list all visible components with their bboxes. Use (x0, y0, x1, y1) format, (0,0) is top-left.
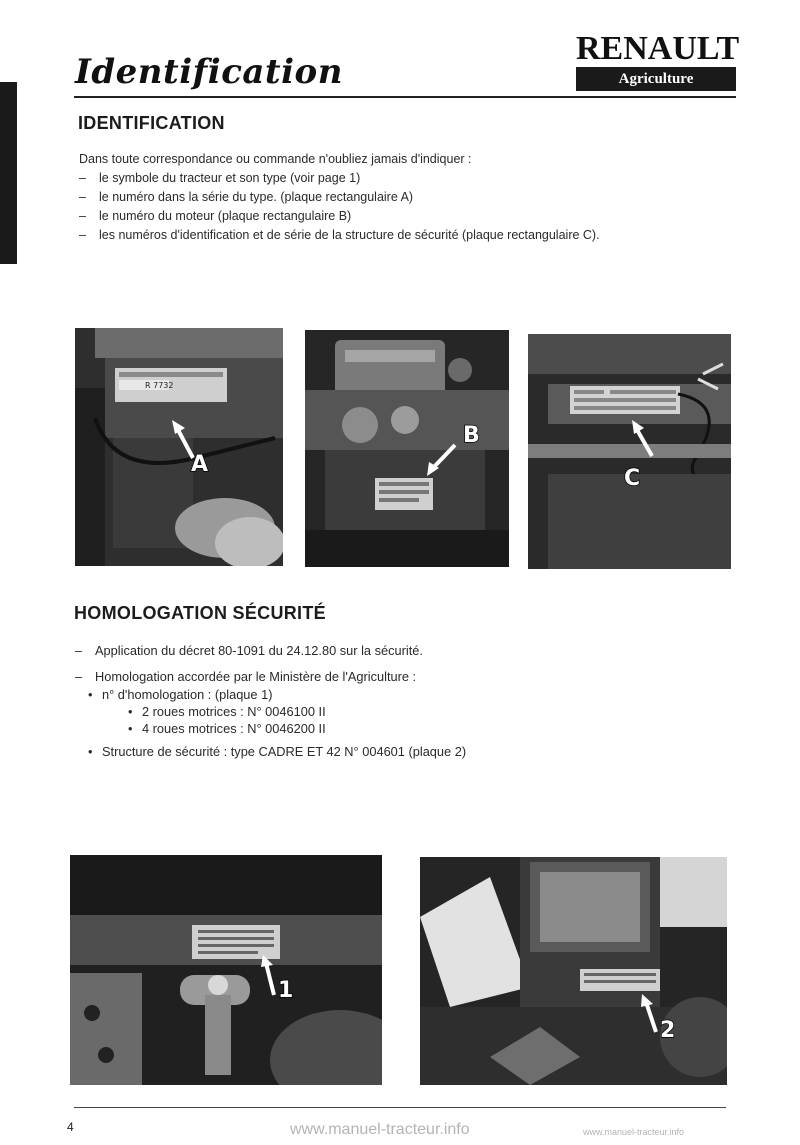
identification-text (79, 150, 600, 245)
list-item: – les numéros d'identification et de série de la structure de sécurité (plaque rectangulaire C). (79, 228, 600, 242)
photo-plaque-2 (420, 857, 727, 1085)
callout-c: C (624, 466, 641, 491)
list-item-text: le numéro du moteur (plaque rectangulaire B) (99, 209, 352, 223)
sidebar-tab (0, 82, 17, 264)
sub-bullet-item-text: 2 roues motrices : N° 0046100 II (142, 704, 326, 719)
footer-rule (74, 1107, 726, 1108)
homologation-line-1: – Application du décret 80-1091 du 24.12.80 sur la sécurité. (75, 643, 423, 658)
brand-logo-division: Agriculture (576, 67, 736, 91)
homologation-line-2: – Homologation accordée par le Ministère de l'Agriculture : (75, 669, 417, 684)
bullet-item: • n° d'homologation : (plaque 1) (88, 687, 273, 702)
bullet-item-text: Structure de sécurité : type CADRE ET 42 N° 004601 (plaque 2) (102, 744, 467, 759)
plate-number: R 7732 (145, 381, 174, 390)
homologation-line-1-text: Application du décret 80-1091 du 24.12.80 sur la sécurité. (95, 643, 423, 658)
homologation-details (88, 686, 466, 760)
homologation-heading: HOMOLOGATION SÉCURITÉ (74, 603, 326, 623)
homologation-line-2-text: Homologation accordée par le Ministère de l'Agriculture : (95, 669, 417, 684)
list-item: – le numéro du moteur (plaque rectangulaire B) (79, 209, 352, 223)
list-item-text: les numéros d'identification et de série de la structure de sécurité (plaque rectangulaire C). (99, 228, 600, 242)
list-item: – le numéro dans la série du type. (plaque rectangulaire A) (79, 190, 414, 204)
sub-bullet-item-text: 4 roues motrices : N° 0046200 II (142, 721, 326, 736)
bullet-item-text: n° d'homologation : (plaque 1) (102, 687, 273, 702)
photo-plate-b (305, 330, 509, 567)
page-number: 4 (67, 1120, 74, 1134)
header-rule (74, 96, 736, 98)
bullet-item: • Structure de sécurité : type CADRE ET 42 N° 004601 (plaque 2) (88, 744, 467, 759)
photo-plate-c (528, 334, 731, 569)
footer-watermark: www.manuel-tracteur.info (290, 1121, 470, 1138)
brand-logo-name: RENAULT (576, 30, 740, 67)
identification-intro: Dans toute correspondance ou commande n'oubliez jamais d'indiquer : (79, 152, 472, 166)
callout-1: 1 (278, 978, 294, 1003)
photo-plaque-1 (70, 855, 382, 1085)
sub-bullet-item: • 4 roues motrices : N° 0046200 II (128, 721, 326, 736)
sub-bullet-item: • 2 roues motrices : N° 0046100 II (128, 704, 326, 719)
footer-watermark-small: www.manuel-tracteur.info (583, 1127, 685, 1137)
callout-2: 2 (660, 1018, 676, 1043)
photo-plate-a (75, 328, 283, 566)
list-item-text: le numéro dans la série du type. (plaque rectangulaire A) (99, 190, 414, 204)
callout-a: A (191, 452, 209, 477)
page-title: Identification (75, 52, 343, 92)
list-item-text: le symbole du tracteur et son type (voir page 1) (99, 171, 361, 185)
list-item: – le symbole du tracteur et son type (voir page 1) (79, 171, 361, 185)
identification-heading: IDENTIFICATION (78, 113, 225, 133)
callout-b: B (463, 423, 480, 448)
